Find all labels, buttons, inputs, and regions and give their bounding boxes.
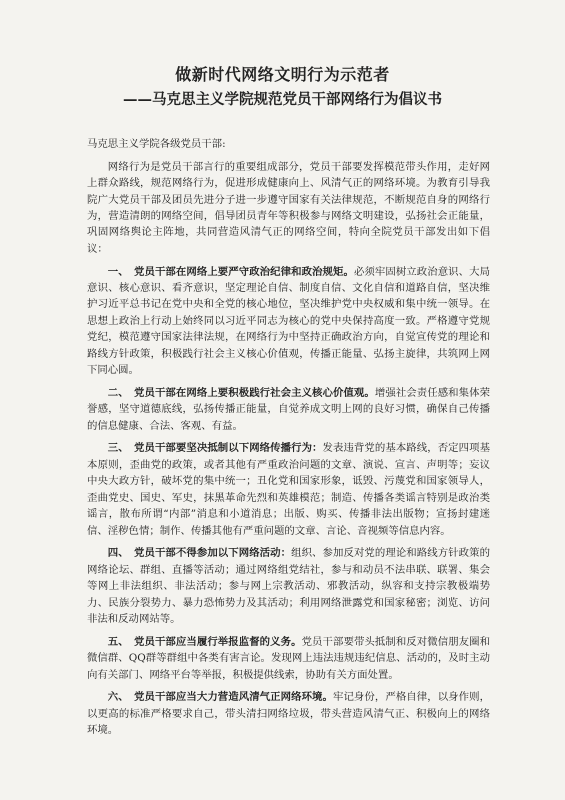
paragraph-lead: 二、 党员干部在网络上要积极践行社会主义核心价值观。 [107, 386, 375, 399]
paragraph-text: 党员干部要带头抵制和反对微信朋友圈和微信群、QQ群等群组中各类有害言论。发现网上违法违规违纪信息、活动的，及时主动向有关部门、网络平台等举报，积极提供线索，协助有关方面处置。 [87, 635, 490, 681]
document-body [87, 136, 490, 745]
paragraph-2 [87, 385, 490, 434]
document-title: 做新时代网络文明行为示范者 [175, 65, 390, 84]
paragraph-lead: 五、 党员干部应当履行举报监督的义务。 [107, 635, 302, 648]
paragraph-lead: 四、 党员干部不得参加以下网络活动： [107, 547, 292, 560]
paragraph-text: 增强社会责任感和集体荣誉感，坚守道德底线，弘扬传播正能量，自觉养成文明上网的良好习惯，确保自己传播的信息健康、合法、客观、有益。 [87, 386, 490, 432]
paragraph-5 [87, 634, 490, 683]
paragraph-6 [87, 689, 490, 738]
paragraph-text: 发表违背党的基本路线，否定四项基本原则，歪曲党的政策，或者其他有严重政治问题的文章、演说、宣言、声明等；妄议中央大政方针，破坏党的集中统一；丑化党和国家形象，诋毁、污蔑党和国家领导人，歪曲党史、国史、军史，抹黑革命先烈和英雄模范；制造、传播各类谣言特别是政治类谣言，散布所谓“内部”消息和小道消息；出版、购买、传播非法出版物；宣扬封建迷信、淫秽色情；制作、传播其他有严重问题的文章、言论、音视频等信息内容。 [87, 442, 490, 537]
salutation: 马克思主义学院各级党员干部: [87, 138, 226, 150]
paragraph-text: 组织、参加反对党的理论和路线方针政策的网络论坛、群组、直播等活动；通过网络组党结社，参与和动员不法串联、联署、集会等网上非法组织、非法活动；参与网上宗教活动、邪教活动，纵容和支持宗教极端势力、民族分裂势力、暴力恐怖势力及其活动；利用网络泄露党和国家秘密；浏览、访问非法和反动网站等。 [87, 547, 490, 625]
paragraph-3 [87, 440, 490, 538]
paragraph-lead: 一、 党员干部在网络上要严守政治纪律和政治规矩。 [107, 265, 354, 278]
paragraph-text: 必须牢固树立政治意识、大局意识、核心意识、看齐意识，坚定理论自信、制度自信、文化自信和道路自信，坚决维护习近平总书记在党中央和全党的核心地位，坚决维护党中央权威和集中统一领导。在思想上政治上行动上始终同以习近平同志为核心的党中央保持高度一致。严格遵守党规党纪，模范遵守国家法律法规，在网络行为中坚持正确政治方向，自觉宣传党的理论和路线方针政策，积极践行社会主义核心价值观，传播正能量、弘扬主旋律，共筑网上网下同心圆。 [87, 265, 490, 377]
paragraph-text: 牢记身份，严格自律，以身作则，以更高的标准严格要求自己，带头清扫网络垃圾，带头营造风清气正、积极向上的网络环境。 [87, 691, 490, 737]
paragraph-lead: 六、 党员干部应当大力营造风清气正网络环境。 [107, 691, 333, 704]
paragraph-text: 网络行为是党员干部言行的重要组成部分，党员干部要发挥模范带头作用，走好网上群众路线，规范网络行为，促进形成健康向上、风清气正的网络环境。为教育引导我院广大党员干部及团员先进分子进一步遵守国家有关法律规范，不断规范自身的网络行为，营造清朗的网络空间，倡导团员青年等积极参与网络文明建设，弘扬社会正能量，巩固网络舆论主阵地，共同营造风清气正的网络空间，特向全院党员干部发出如下倡议： [87, 160, 490, 255]
document-subtitle: ——马克思主义学院规范党员干部网络行为倡议书 [123, 91, 442, 108]
paragraph-1 [87, 264, 490, 379]
paragraph-4 [87, 545, 490, 627]
paragraph-lead: 三、 党员干部要坚决抵制以下网络传播行为： [107, 442, 323, 455]
paragraph-intro [87, 159, 490, 257]
